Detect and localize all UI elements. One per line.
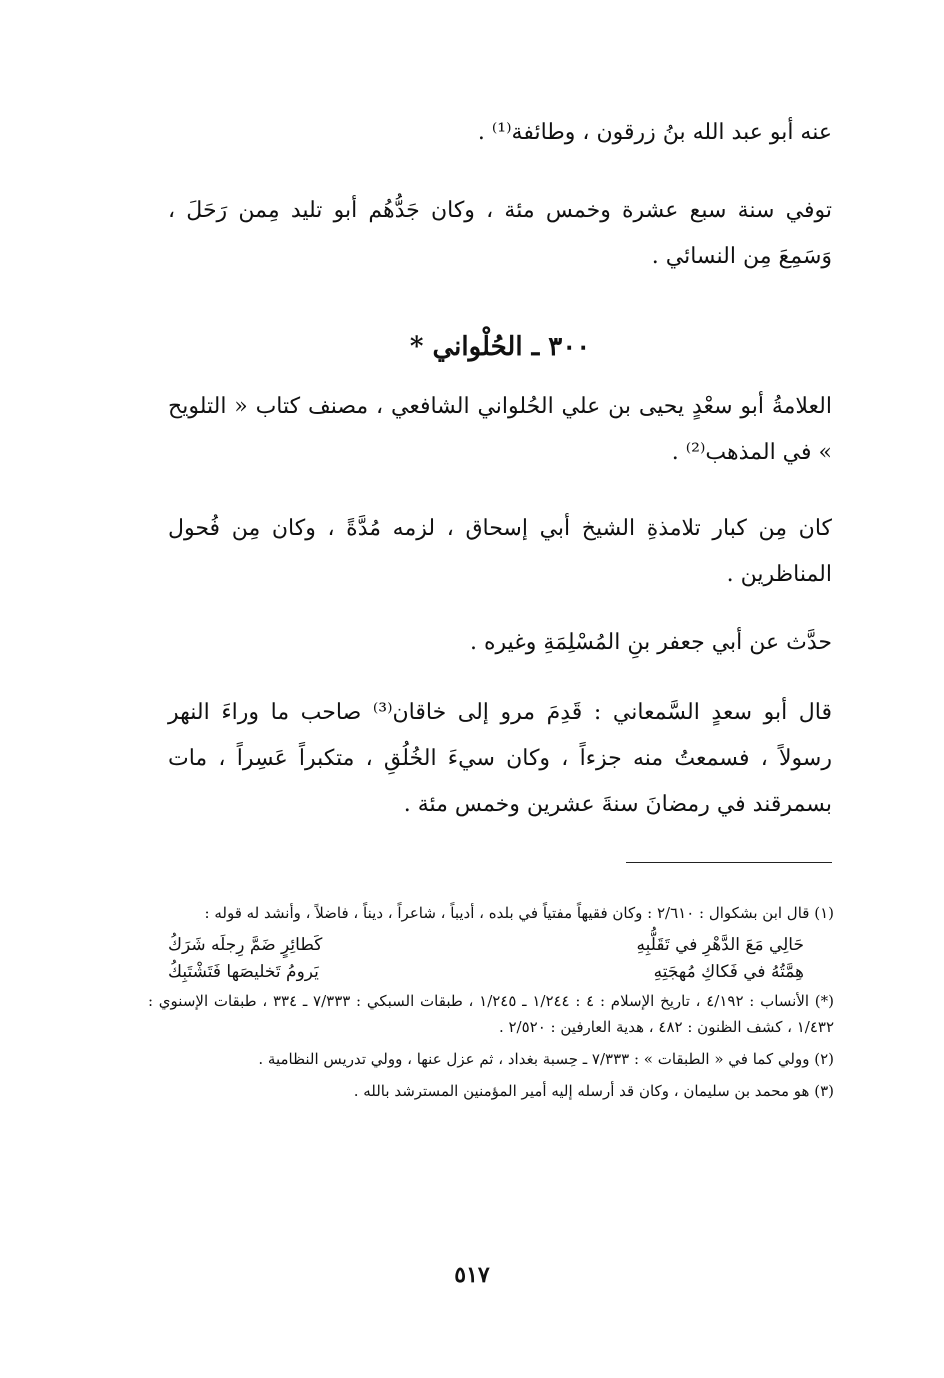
biography-heading: ٣٠٠ ـ الحُلْواني * — [409, 332, 591, 362]
footnote-3: (٣) هو محمد بن سليمان ، وكان قد أرسله إليه أمير المؤمنين المسترشد بالله . — [353, 1082, 834, 1100]
poem-hemistich-right: حَالِي مَعَ الدَّهْرِ في تَقَلُّبِهِ — [636, 935, 804, 955]
poem-line — [168, 932, 804, 959]
footnote-1: (١) قال ابن بشكوال : ٢/٦١٠ : وكان فقيهاً مفتياً في بلده ، أديباً ، شاعراً ، ديناً ، فاضلاً ، وأنشد له قوله : — [204, 904, 834, 922]
poem-hemistich-left: يَرومُ تَخليصَها فَتَشْتَبِكُ — [168, 962, 319, 982]
poem-hemistich-right: هِمَّتُهُ في فَكاكِ مُهجَتِهِ — [653, 962, 804, 982]
paragraph-narration: حدَّث عن أبي جعفر بنِ المُسْلِمَةِ وغيره . — [470, 630, 832, 655]
footnote-divider — [626, 862, 832, 863]
poem-line — [168, 959, 804, 986]
paragraph-intro: العلامةُ أبو سعْدٍ يحيى بن علي الحُلواني الشافعي ، مصنف كتاب « التلويح » في المذهب⁽²⁾ . — [168, 394, 832, 465]
footnote-sources: (*) الأنساب : ٤/١٩٢ ، تاريخ الإسلام : ٤ : ١/٢٤٤ ـ ١/٢٤٥ ، طبقات السبكي : ٧/٣٣٣ ـ ٣٣٤ ، طبقات الإسنوي : ١/٤٣٢ ، كشف الظنون : ٤٨٢ ، هدية العارفين : ٢/٥٢٠ . — [148, 992, 835, 1036]
footnotes-section — [148, 900, 834, 1110]
poem-hemistich-left: كَطائِرٍ ضَمَّ رِجلَه شَرَكُ — [168, 935, 323, 955]
paragraph-samani-quote: قال أبو سعدٍ السَّمعاني : قَدِمَ مرو إلى خاقان⁽³⁾ صاحب ما وراءَ النهر رسولاً ، فسمعتُ منه جزءاً ، وكان سيءَ الخُلُقِ ، متكبراً عَسِراً ، مات بسمرقند في رمضانَ سنةَ عشرين وخمس مئة . — [168, 700, 832, 817]
page-number: ٥١٧ — [454, 1262, 490, 1288]
paragraph-death-note: توفي سنة سبع عشرة وخمس مئة ، وكان جَدُّهُم أبو تليد مِمن رَحَلَ ، وَسَمِعَ مِن النسائي . — [168, 198, 832, 269]
paragraph-continuation: عنه أبو عبد الله بنُ زرقون ، وطائفة⁽¹⁾ . — [477, 120, 832, 145]
footnote-poem — [148, 932, 834, 986]
paragraph-students: كان مِن كبار تلامذةِ الشيخ أبي إسحاق ، لزمه مُدَّةً ، وكان مِن فُحول المناظرين . — [168, 516, 832, 587]
footnote-2: (٢) وولي كما في « الطبقات » : ٧/٣٣٣ ـ حِسبة بغداد ، ثم عزل عنها ، وولي تدريس النظامية . — [258, 1050, 834, 1068]
